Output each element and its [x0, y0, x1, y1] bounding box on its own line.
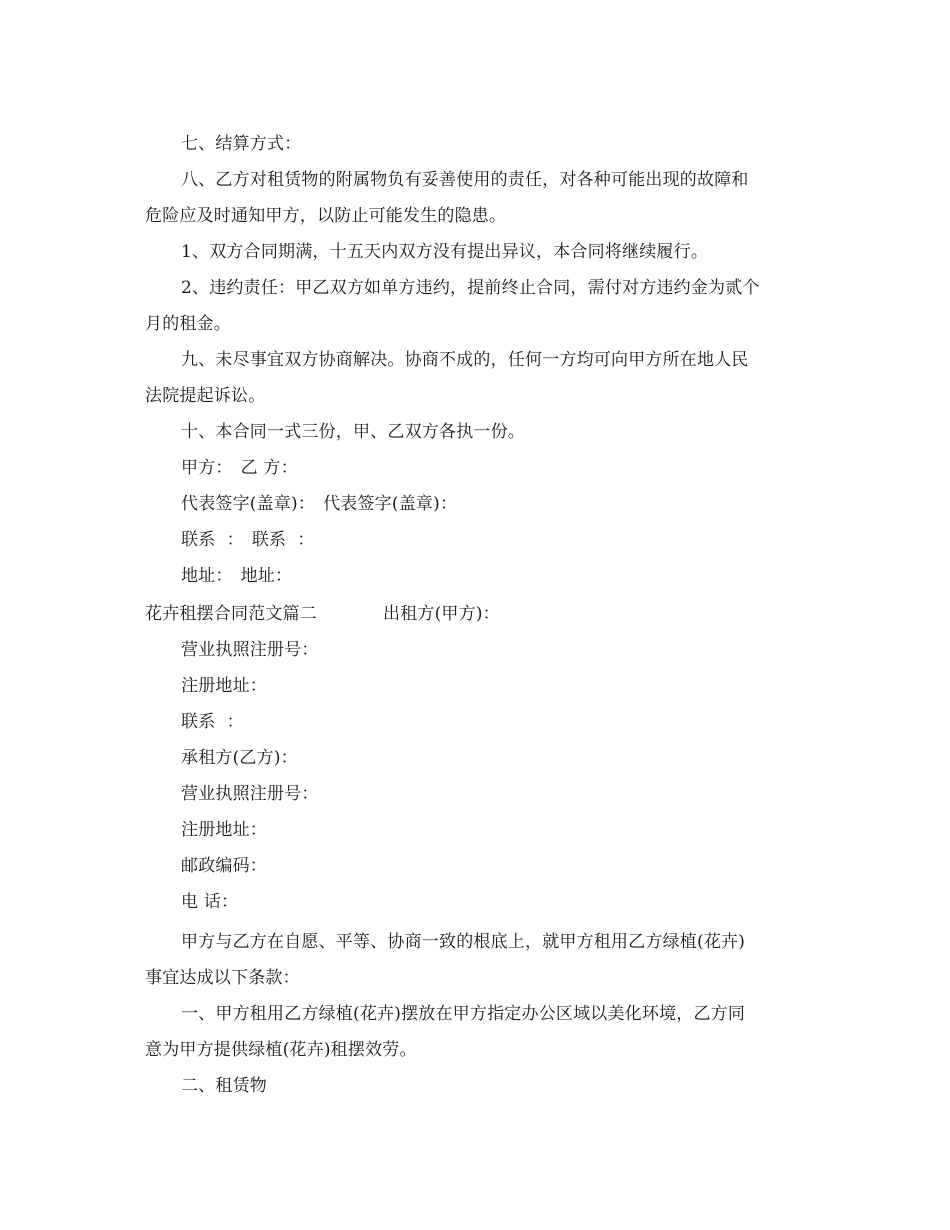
clause-8-item-1: 1、双方合同期满，十五天内双方没有提出异议，本合同将继续履行。	[181, 242, 709, 262]
clause-8-item-2-line-2: 月的租金。	[145, 314, 231, 334]
contact-a-label: 联系 ：	[181, 530, 244, 550]
party-a-label: 甲方：	[181, 458, 233, 478]
rep-a-label: 代表签字(盖章)：	[181, 494, 316, 514]
clause-8-line-1: 八、乙方对租赁物的附属物负有妥善使用的责任，对各种可能出现的故障和	[181, 170, 749, 190]
clause-9-line-2: 法院提起诉讼。	[145, 386, 266, 406]
address-b-label: 地址：	[240, 566, 293, 586]
field-business-license-b: 营业执照注册号：	[181, 784, 319, 804]
signature-contact-row	[181, 530, 811, 550]
field-phone: 电 话：	[181, 892, 239, 912]
clause-9-line-1: 九、未尽事宜双方协商解决。协商不成的，任何一方均可向甲方所在地人民	[181, 350, 749, 370]
preamble-line-1: 甲方与乙方在自愿、平等、协商一致的根底上，就甲方租用乙方绿植(花卉)	[181, 932, 746, 952]
field-business-license-a: 营业执照注册号：	[181, 640, 319, 660]
signature-address-row	[181, 566, 811, 586]
rep-b-label: 代表签字(盖章)：	[323, 494, 458, 514]
contact-b-label: 联系 ：	[251, 530, 315, 550]
signature-party-row	[181, 458, 811, 478]
field-registered-address-a: 注册地址：	[181, 676, 267, 696]
section-2-title: 花卉租摆合同范文篇二	[145, 604, 317, 624]
clause-10: 十、本合同一式三份，甲、乙双方各执一份。	[181, 422, 525, 442]
clause-8-line-2: 危险应及时通知甲方，以防止可能发生的隐患。	[145, 206, 507, 226]
party-b-label: 乙 方：	[240, 458, 298, 478]
field-postal-code: 邮政编码：	[181, 856, 267, 876]
article-2-heading: 二、租赁物	[181, 1076, 267, 1096]
article-1-line-2: 意为甲方提供绿植(花卉)租摆效劳。	[145, 1040, 417, 1060]
address-a-label: 地址：	[181, 566, 233, 586]
field-lessee-label: 承租方(乙方)：	[181, 748, 298, 768]
field-registered-address-b: 注册地址：	[181, 820, 267, 840]
preamble-line-2: 事宜达成以下条款：	[145, 968, 300, 988]
section-2-heading-row	[145, 604, 810, 624]
article-1-line-1: 一、甲方租用乙方绿植(花卉)摆放在甲方指定办公区域以美化环境，乙方同	[181, 1004, 746, 1024]
clause-8-item-2-line-1: 2、违约责任：甲乙双方如单方违约，提前终止合同，需付对方违约金为贰个	[181, 278, 760, 298]
clause-7-settlement: 七、结算方式：	[181, 134, 302, 154]
field-contact-a: 联系 ：	[181, 712, 244, 732]
signature-representative-row	[181, 494, 811, 514]
lessor-label: 出租方(甲方)：	[383, 604, 500, 624]
